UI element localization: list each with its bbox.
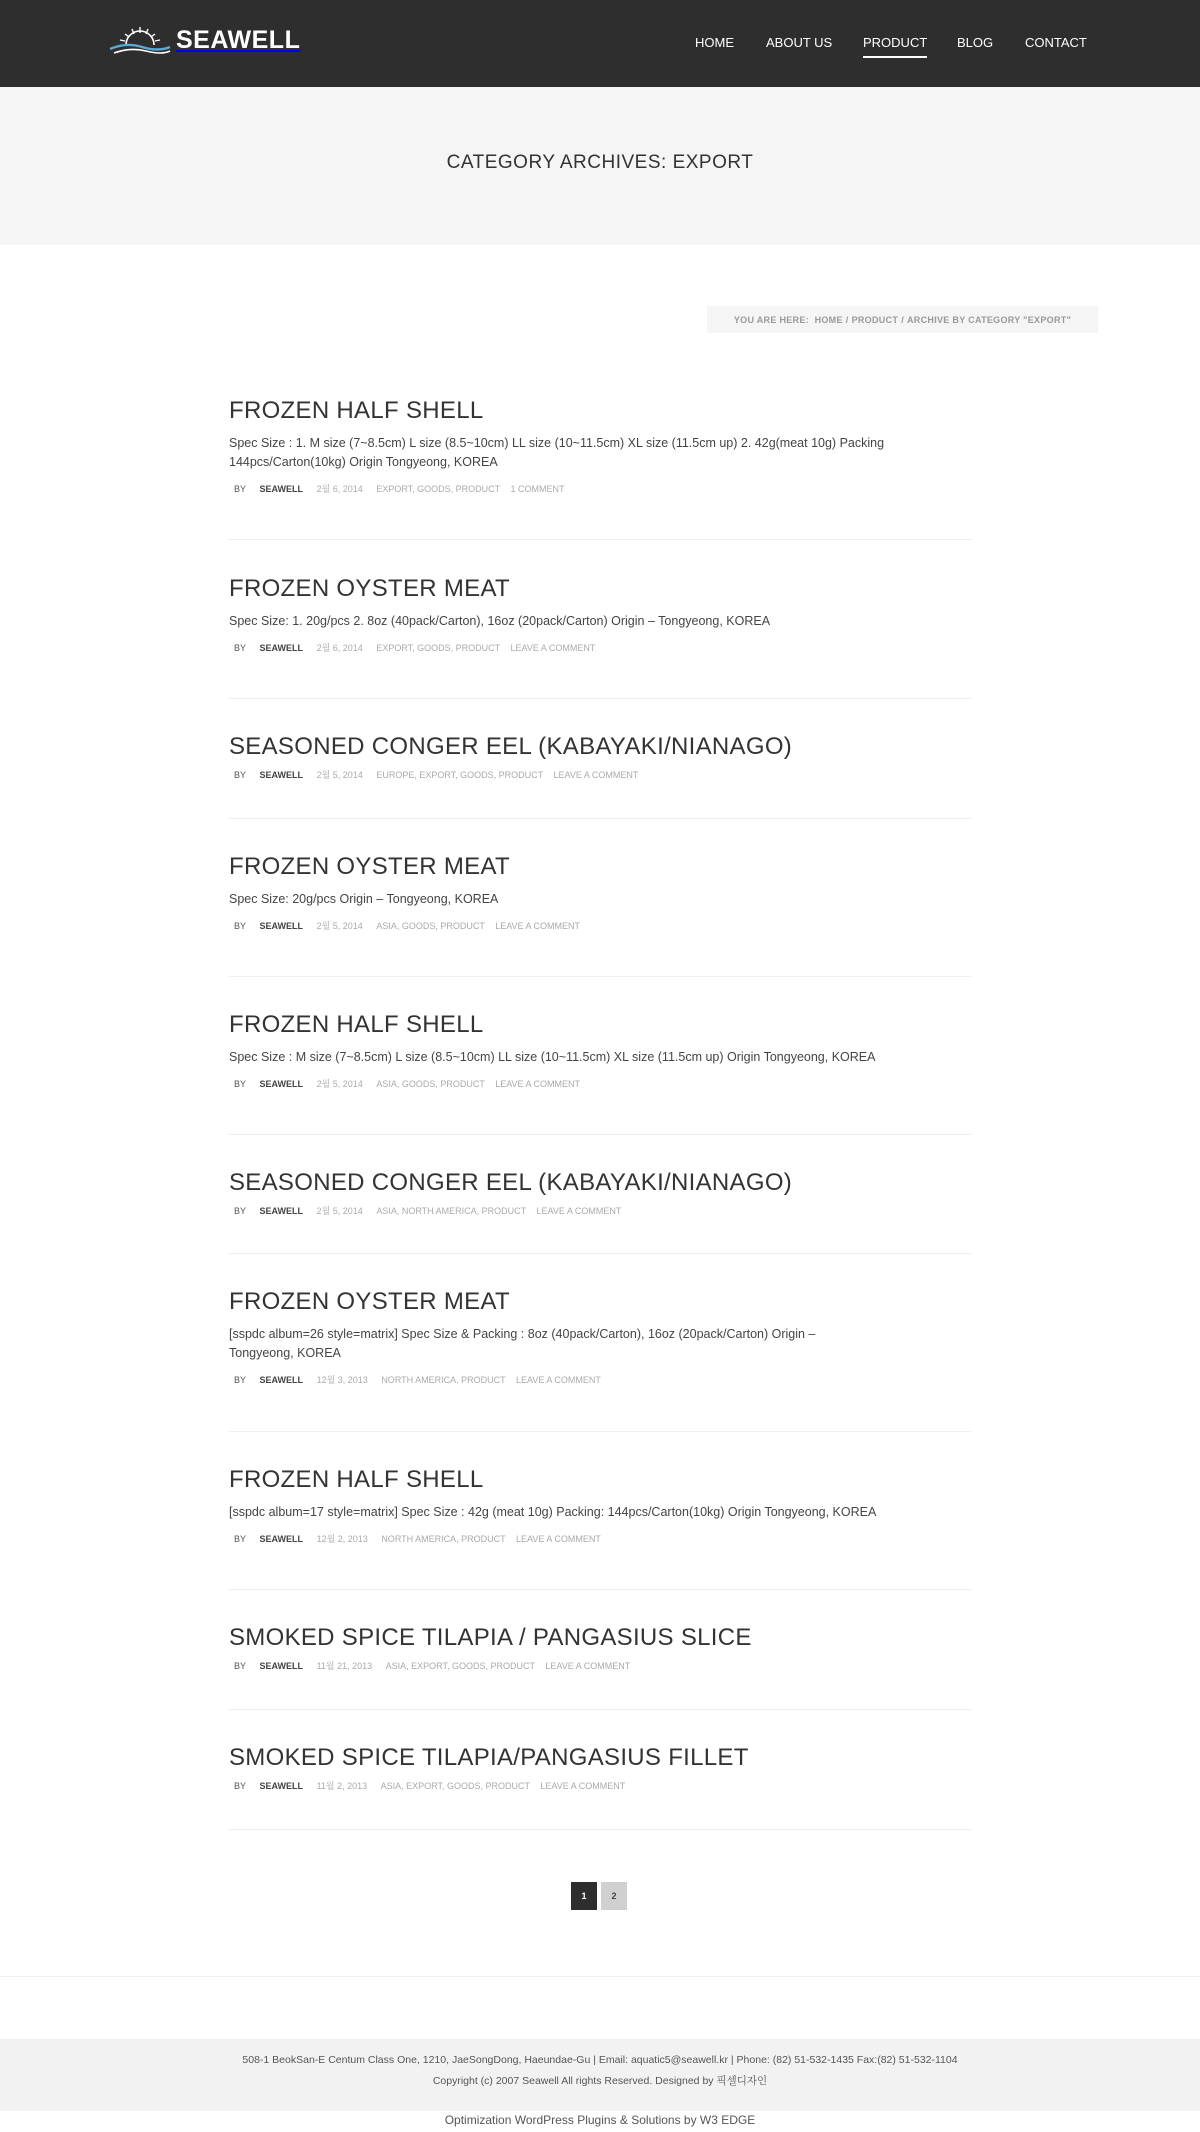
post-meta [229, 1532, 971, 1545]
logo-text: SEAWELL [176, 25, 301, 54]
post-author: BY SEAWELL [234, 1375, 304, 1385]
post-categories[interactable]: EUROPE, EXPORT, GOODS, PRODUCT [376, 770, 544, 780]
post-excerpt: Spec Size : M size (7~8.5cm) L size (8.5~10cm) LL size (10~11.5cm) XL size (11.5cm up) Origin Tongyeong, KOREA [229, 1050, 876, 1064]
post-title [229, 1168, 971, 1198]
post-date: 2월 5, 2014 [316, 1079, 363, 1089]
pagination-page-2[interactable]: 2 [601, 1882, 627, 1910]
post-comments-link[interactable]: LEAVE A COMMENT [516, 1375, 601, 1385]
post-divider [229, 1589, 971, 1590]
post-title [229, 732, 971, 762]
post-meta [229, 1779, 971, 1792]
post-comments-link[interactable]: LEAVE A COMMENT [553, 770, 639, 780]
post-divider [229, 1709, 971, 1710]
post-meta [229, 1204, 971, 1217]
post-author: BY SEAWELL [234, 1206, 304, 1216]
post-comments-link[interactable]: 1 COMMENT [510, 484, 565, 494]
post-item [229, 732, 971, 781]
post-divider [229, 1253, 971, 1254]
post-item [229, 1010, 971, 1090]
post-item [229, 1743, 971, 1792]
post-item [229, 1287, 971, 1386]
post-meta [229, 768, 971, 781]
post-author: BY SEAWELL [234, 1781, 304, 1791]
breadcrumb [707, 306, 1098, 333]
site-header [0, 0, 1200, 87]
post-title-link[interactable]: FROZEN OYSTER MEAT [229, 1288, 510, 1315]
post-title [229, 1743, 971, 1773]
post-excerpt: [sspdc album=17 style=matrix] Spec Size : 42g (meat 10g) Packing: 144pcs/Carton(10kg) Origin Tongyeong, KOREA [229, 1505, 877, 1519]
nav-about-us[interactable]: ABOUT US [766, 35, 833, 50]
footer-copyright: Copyright (c) 2007 Seawell All rights Reserved. Designed by 픽셀디자인 [432, 2075, 768, 2087]
post-date: 2월 5, 2014 [316, 921, 363, 931]
site-footer [0, 2039, 1200, 2111]
post-meta [229, 1659, 971, 1672]
post-title-link[interactable]: SMOKED SPICE TILAPIA / PANGASIUS SLICE [229, 1624, 752, 1651]
post-excerpt: Spec Size: 20g/pcs Origin – Tongyeong, KOREA [229, 892, 499, 906]
post-excerpt: Spec Size: 1. 20g/pcs 2. 8oz (40pack/Carton), 16oz (20pack/Carton) Origin – Tongyeong, KOREA [229, 614, 771, 628]
breadcrumb-home[interactable]: HOME [814, 314, 843, 325]
post-author: BY SEAWELL [234, 1534, 304, 1544]
post-item [229, 396, 971, 495]
post-categories[interactable]: EXPORT, GOODS, PRODUCT [376, 484, 501, 494]
post-title-link[interactable]: SEASONED CONGER EEL (KABAYAKI/NIANAGO) [229, 1169, 793, 1196]
breadcrumb-separator: / [845, 314, 849, 325]
post-excerpt: [sspdc album=26 style=matrix] Spec Size & Packing : 8oz (40pack/Carton), 16oz (20pack/Carton) Origin – Tongyeong, KOREA [229, 1327, 816, 1360]
post-item [229, 1168, 971, 1217]
post-divider [229, 976, 971, 977]
breadcrumb-prefix: YOU ARE HERE: [733, 314, 809, 325]
pagination-current-page: 1 [571, 1882, 597, 1910]
post-categories[interactable]: NORTH AMERICA, PRODUCT [381, 1375, 506, 1385]
post-date: 11월 21, 2013 [316, 1661, 373, 1671]
main-nav [0, 34, 1200, 54]
page-title: CATEGORY ARCHIVES: EXPORT [446, 152, 754, 173]
post-author: BY SEAWELL [234, 643, 304, 653]
post-comments-link[interactable]: LEAVE A COMMENT [516, 1534, 601, 1544]
post-date: 2월 6, 2014 [316, 484, 363, 494]
post-title [229, 1010, 971, 1040]
nav-blog[interactable]: BLOG [957, 35, 994, 50]
post-divider [229, 1431, 971, 1432]
post-title [229, 1465, 971, 1495]
post-author: BY SEAWELL [234, 770, 304, 780]
post-meta [229, 919, 971, 932]
post-comments-link[interactable]: LEAVE A COMMENT [536, 1206, 622, 1216]
post-title-link[interactable]: FROZEN HALF SHELL [229, 1011, 484, 1038]
post-date: 2월 5, 2014 [316, 1206, 363, 1216]
post-categories[interactable]: ASIA, EXPORT, GOODS, PRODUCT [385, 1661, 535, 1671]
breadcrumb-current: ARCHIVE BY CATEGORY "EXPORT" [907, 314, 1072, 325]
breadcrumb-separator: / [901, 314, 904, 325]
post-divider [229, 818, 971, 819]
pagination [571, 1882, 627, 1910]
post-date: 12월 3, 2013 [316, 1375, 368, 1385]
post-meta [229, 1373, 971, 1386]
post-title-link[interactable]: SMOKED SPICE TILAPIA/PANGASIUS FILLET [229, 1744, 749, 1771]
nav-home[interactable]: HOME [695, 35, 734, 50]
post-date: 2월 6, 2014 [316, 643, 363, 653]
post-title-link[interactable]: SEASONED CONGER EEL (KABAYAKI/NIANAGO) [229, 733, 793, 760]
post-author: BY SEAWELL [234, 921, 304, 931]
post-categories[interactable]: ASIA, GOODS, PRODUCT [376, 1079, 485, 1089]
post-categories[interactable]: ASIA, EXPORT, GOODS, PRODUCT [380, 1781, 530, 1791]
footer-divider [0, 1976, 1200, 1977]
optimization-credit: Optimization WordPress Plugins & Solutions by W3 EDGE [444, 2113, 756, 2127]
post-title [229, 1287, 971, 1317]
breadcrumb-product[interactable]: PRODUCT [851, 314, 899, 325]
post-author: BY SEAWELL [234, 484, 304, 494]
post-categories[interactable]: ASIA, GOODS, PRODUCT [376, 921, 485, 931]
footer-address: 508-1 BeokSan-E Centum Class One, 1210, JaeSongDong, Haeundae-Gu | Email: aquatic5@seawell.kr | Phone: (82) 51-532-1435 Fax:(82) 51-532-1104 [242, 2054, 958, 2066]
post-divider [229, 1829, 971, 1830]
post-title [229, 396, 971, 426]
post-date: 2월 5, 2014 [316, 770, 363, 780]
post-item [229, 852, 971, 932]
post-title-link[interactable]: FROZEN HALF SHELL [229, 397, 484, 424]
post-meta [229, 1077, 971, 1090]
post-excerpt: Spec Size : 1. M size (7~8.5cm) L size (8.5~10cm) LL size (10~11.5cm) XL size (11.5cm up) 2. 42g(meat 10g) Packing 144pcs/Carton(10kg) Origin Tongyeong, KOREA [229, 436, 885, 469]
post-date: 11월 2, 2013 [316, 1781, 368, 1791]
post-divider [229, 1134, 971, 1135]
post-categories[interactable]: NORTH AMERICA, PRODUCT [381, 1534, 506, 1544]
post-comments-link[interactable]: LEAVE A COMMENT [495, 1079, 581, 1089]
nav-product[interactable]: PRODUCT [863, 34, 927, 58]
post-divider [229, 698, 971, 699]
nav-contact[interactable]: CONTACT [1025, 35, 1087, 50]
post-item [229, 1465, 971, 1545]
post-date: 12월 2, 2013 [316, 1534, 368, 1544]
post-title [229, 852, 971, 882]
post-title-link[interactable]: FROZEN HALF SHELL [229, 1466, 484, 1493]
post-author: BY SEAWELL [234, 1661, 304, 1671]
post-item [229, 574, 971, 654]
post-author: BY SEAWELL [234, 1079, 304, 1089]
post-title [229, 1623, 971, 1653]
post-title-link[interactable]: FROZEN OYSTER MEAT [229, 853, 510, 880]
post-meta [229, 482, 971, 495]
post-divider [229, 539, 971, 540]
post-title [229, 574, 971, 604]
post-comments-link[interactable]: LEAVE A COMMENT [545, 1661, 631, 1671]
post-item [229, 1623, 971, 1672]
post-categories[interactable]: ASIA, NORTH AMERICA, PRODUCT [376, 1206, 527, 1216]
post-categories[interactable]: EXPORT, GOODS, PRODUCT [376, 643, 501, 653]
post-comments-link[interactable]: LEAVE A COMMENT [510, 643, 596, 653]
post-comments-link[interactable]: LEAVE A COMMENT [495, 921, 581, 931]
post-comments-link[interactable]: LEAVE A COMMENT [540, 1781, 626, 1791]
post-title-link[interactable]: FROZEN OYSTER MEAT [229, 575, 510, 602]
post-meta [229, 641, 971, 654]
